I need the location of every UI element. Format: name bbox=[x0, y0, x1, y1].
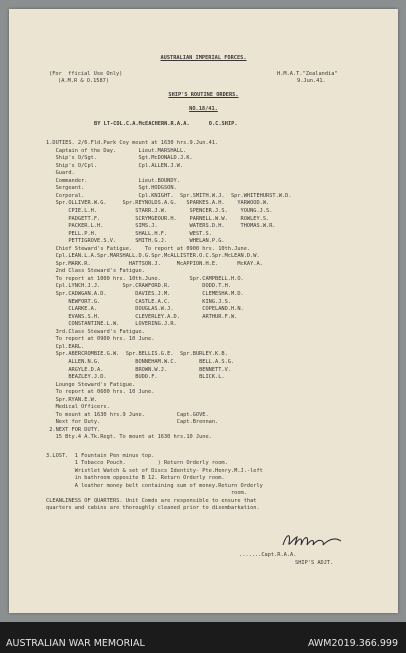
order-line: Cpl.LYNCH.J.J. Spr.CRAWFORD.R. DODD.T.H. bbox=[46, 283, 231, 290]
order-line: Chief Steward's Fatigue. To report at 0900 hrs. 10th.June. bbox=[46, 245, 251, 252]
order-line: 3.LOST. 1 Fountain Pen minus top. bbox=[46, 452, 155, 459]
order-line: PELL.P.H. SHALL.H.F. WEST.S. bbox=[46, 230, 212, 237]
order-line: Cpl.EARL. bbox=[46, 343, 85, 350]
footer-institution: AUSTRALIAN WAR MEMORIAL bbox=[6, 638, 145, 649]
order-line: 1.DUTIES. 2/6.Fld.Park Coy mount at 1630 hrs.9.Jun.41. bbox=[46, 140, 219, 146]
official-use-line: (For fficial Use Only) bbox=[49, 71, 123, 77]
order-line: A leather money belt containing sum of money.Return Orderly bbox=[46, 482, 263, 489]
order-line: EVANS.S.H. CLEVERLEY.A.D. ARTHUR.F.W. bbox=[46, 313, 238, 320]
order-line: PETTIGROVE.S.V. SMITH.G.J. WHELAN.P.G. bbox=[46, 238, 225, 245]
order-line: Cpl.LEAN.L.A.Spr.MARSHALL.D.G.Spr.McALLISTER.O.C.Spr.McLEAN.D.W. bbox=[46, 253, 260, 260]
order-number: NO.18/41. bbox=[189, 106, 218, 112]
order-line: CLARKE.A. DOUGLAS.W.J. COPELAND.H.N. bbox=[46, 306, 244, 313]
order-line: 2nd Class Steward's Fatigue. bbox=[46, 268, 145, 275]
order-line: CONSTANTINE.L.W. LOVERING.J.R. bbox=[46, 321, 177, 328]
order-line: 1 Tobacco Pouch. ) Return Orderly room. bbox=[46, 460, 228, 467]
order-line: To report at 0900 hrs. 10 June. bbox=[46, 336, 155, 343]
order-line: Spr.CADWGAN.A.D. DAVIES.J.M. CLEMESHA.M.D. bbox=[46, 291, 244, 297]
order-line: To mount at 1630 hrs.9 June. Capt.GOVE. bbox=[46, 411, 209, 418]
footer-bar bbox=[0, 622, 406, 653]
order-line: in bathroom opposite B 12. Return Orderly room. bbox=[46, 475, 225, 482]
order-date: 9.Jun.41. bbox=[297, 78, 326, 84]
order-line: Wristlet Watch & set of Discs Identity- Pte.Henry.M.J.-left bbox=[46, 467, 263, 474]
document-page bbox=[9, 9, 398, 613]
order-line: Guard. bbox=[46, 170, 75, 177]
order-line: Spr.MARK.R. HATTSON.J. McAPPION.H.E. McKAY.A. bbox=[46, 260, 263, 267]
order-line: To report at 1000 hrs. 10th.June. Spr.CAMPBELL.H.O. bbox=[46, 275, 244, 282]
order-line: Commander. Lieut.BOUNDY. bbox=[46, 177, 180, 184]
handwritten-signature bbox=[279, 531, 349, 551]
order-line: Captain of the Day. Lieut.MARSHALL. bbox=[46, 147, 187, 154]
order-line: 15 Bty.4 A.Tk.Regt. To mount at 1630 hrs.10 June. bbox=[46, 434, 212, 441]
order-line: Ship's O/Sgt. Sgt.McDONALD.J.K. bbox=[46, 155, 193, 162]
ship-name: H.M.A.T."Zealandia" bbox=[277, 71, 338, 77]
order-line: CPIE.L.H. STARR.J.W. SPENCER.J.S. YOUNG.J.S. bbox=[46, 207, 273, 214]
official-ref-line: (A.M.R & O.1587) bbox=[58, 78, 110, 84]
order-line: room. bbox=[46, 490, 247, 497]
issued-by-line: BY LT-COL.C.A.McEACHERN.R.A.A. O.C.SHIP. bbox=[94, 121, 238, 127]
doc-title: AUSTRALIAN IMPERIAL FORCES. bbox=[160, 55, 247, 61]
order-line: Medical Officers. bbox=[46, 404, 110, 411]
order-line: Next for Duty. Capt.Brennan. bbox=[46, 419, 219, 426]
order-line: Lounge Steward's Fatigue. bbox=[46, 381, 136, 388]
order-line: ALLEN.N.G. BONNEHAM.W.C. BELL.A.S.G. bbox=[46, 358, 235, 365]
order-line: CLEANLINESS OF QUARTERS. Unit Comds are responsible to ensure that bbox=[46, 497, 257, 504]
order-line: Sergeant. Sgt.HODGSON. bbox=[46, 185, 177, 192]
order-line: Spr.ABERCROMBIE.G.W. Spr.BELLIS.G.E. Spr.BURLEY.K.B. bbox=[46, 351, 228, 358]
order-line: ARGYLE.D.A. BROWN.W.J. BENNETT.V. bbox=[46, 366, 231, 373]
order-line: 3rd.Class Steward's Fatigue. bbox=[46, 328, 145, 335]
order-line: To report at 0600 hrs. 10 June. bbox=[46, 389, 155, 396]
order-line: Ship's O/Cpl. Cpl.ALLEN.J.W. bbox=[46, 162, 184, 169]
order-line: Corporal. Cpl.KNIGHT. Spr.SMITH.W.J. Spr.WHITEHURST.W.D. bbox=[46, 192, 292, 199]
order-line: 2.NEXT FOR DUTY. bbox=[46, 426, 101, 433]
order-line: BEAZLEY.J.D. BUDD.F. BLICK.L. bbox=[46, 374, 225, 381]
order-line: quarters and cabins are thoroughly cleaned prior to disembarkation. bbox=[46, 505, 260, 512]
signature-title: SHIP'S ADJT. bbox=[295, 560, 334, 566]
orders-title: SHIP'S ROUTINE ORDERS. bbox=[168, 92, 239, 98]
signature-rank-line: .......Capt.R.A.A. bbox=[239, 552, 297, 558]
order-line: Spr.OLLIVER.W.G. Spr.REYNOLDS.A.G. SPARKES.A.H. YARWOOD.W. bbox=[46, 200, 270, 207]
footer-accession: AWM2019.366.999 bbox=[307, 638, 398, 649]
order-line: PADGETT.F. SCRYMGEOUR.H. PARNELL.W.W. ROWLEY.S. bbox=[46, 215, 270, 222]
order-line: PACKER.L.H. SIMS.J. WATERS.D.H. THOMAS.W.R. bbox=[46, 223, 276, 230]
order-line: Spr.RYAN.E.W. bbox=[46, 396, 98, 403]
order-line: NEWFORT.G. CASTLE.A.C. KING.J.S. bbox=[46, 298, 231, 305]
